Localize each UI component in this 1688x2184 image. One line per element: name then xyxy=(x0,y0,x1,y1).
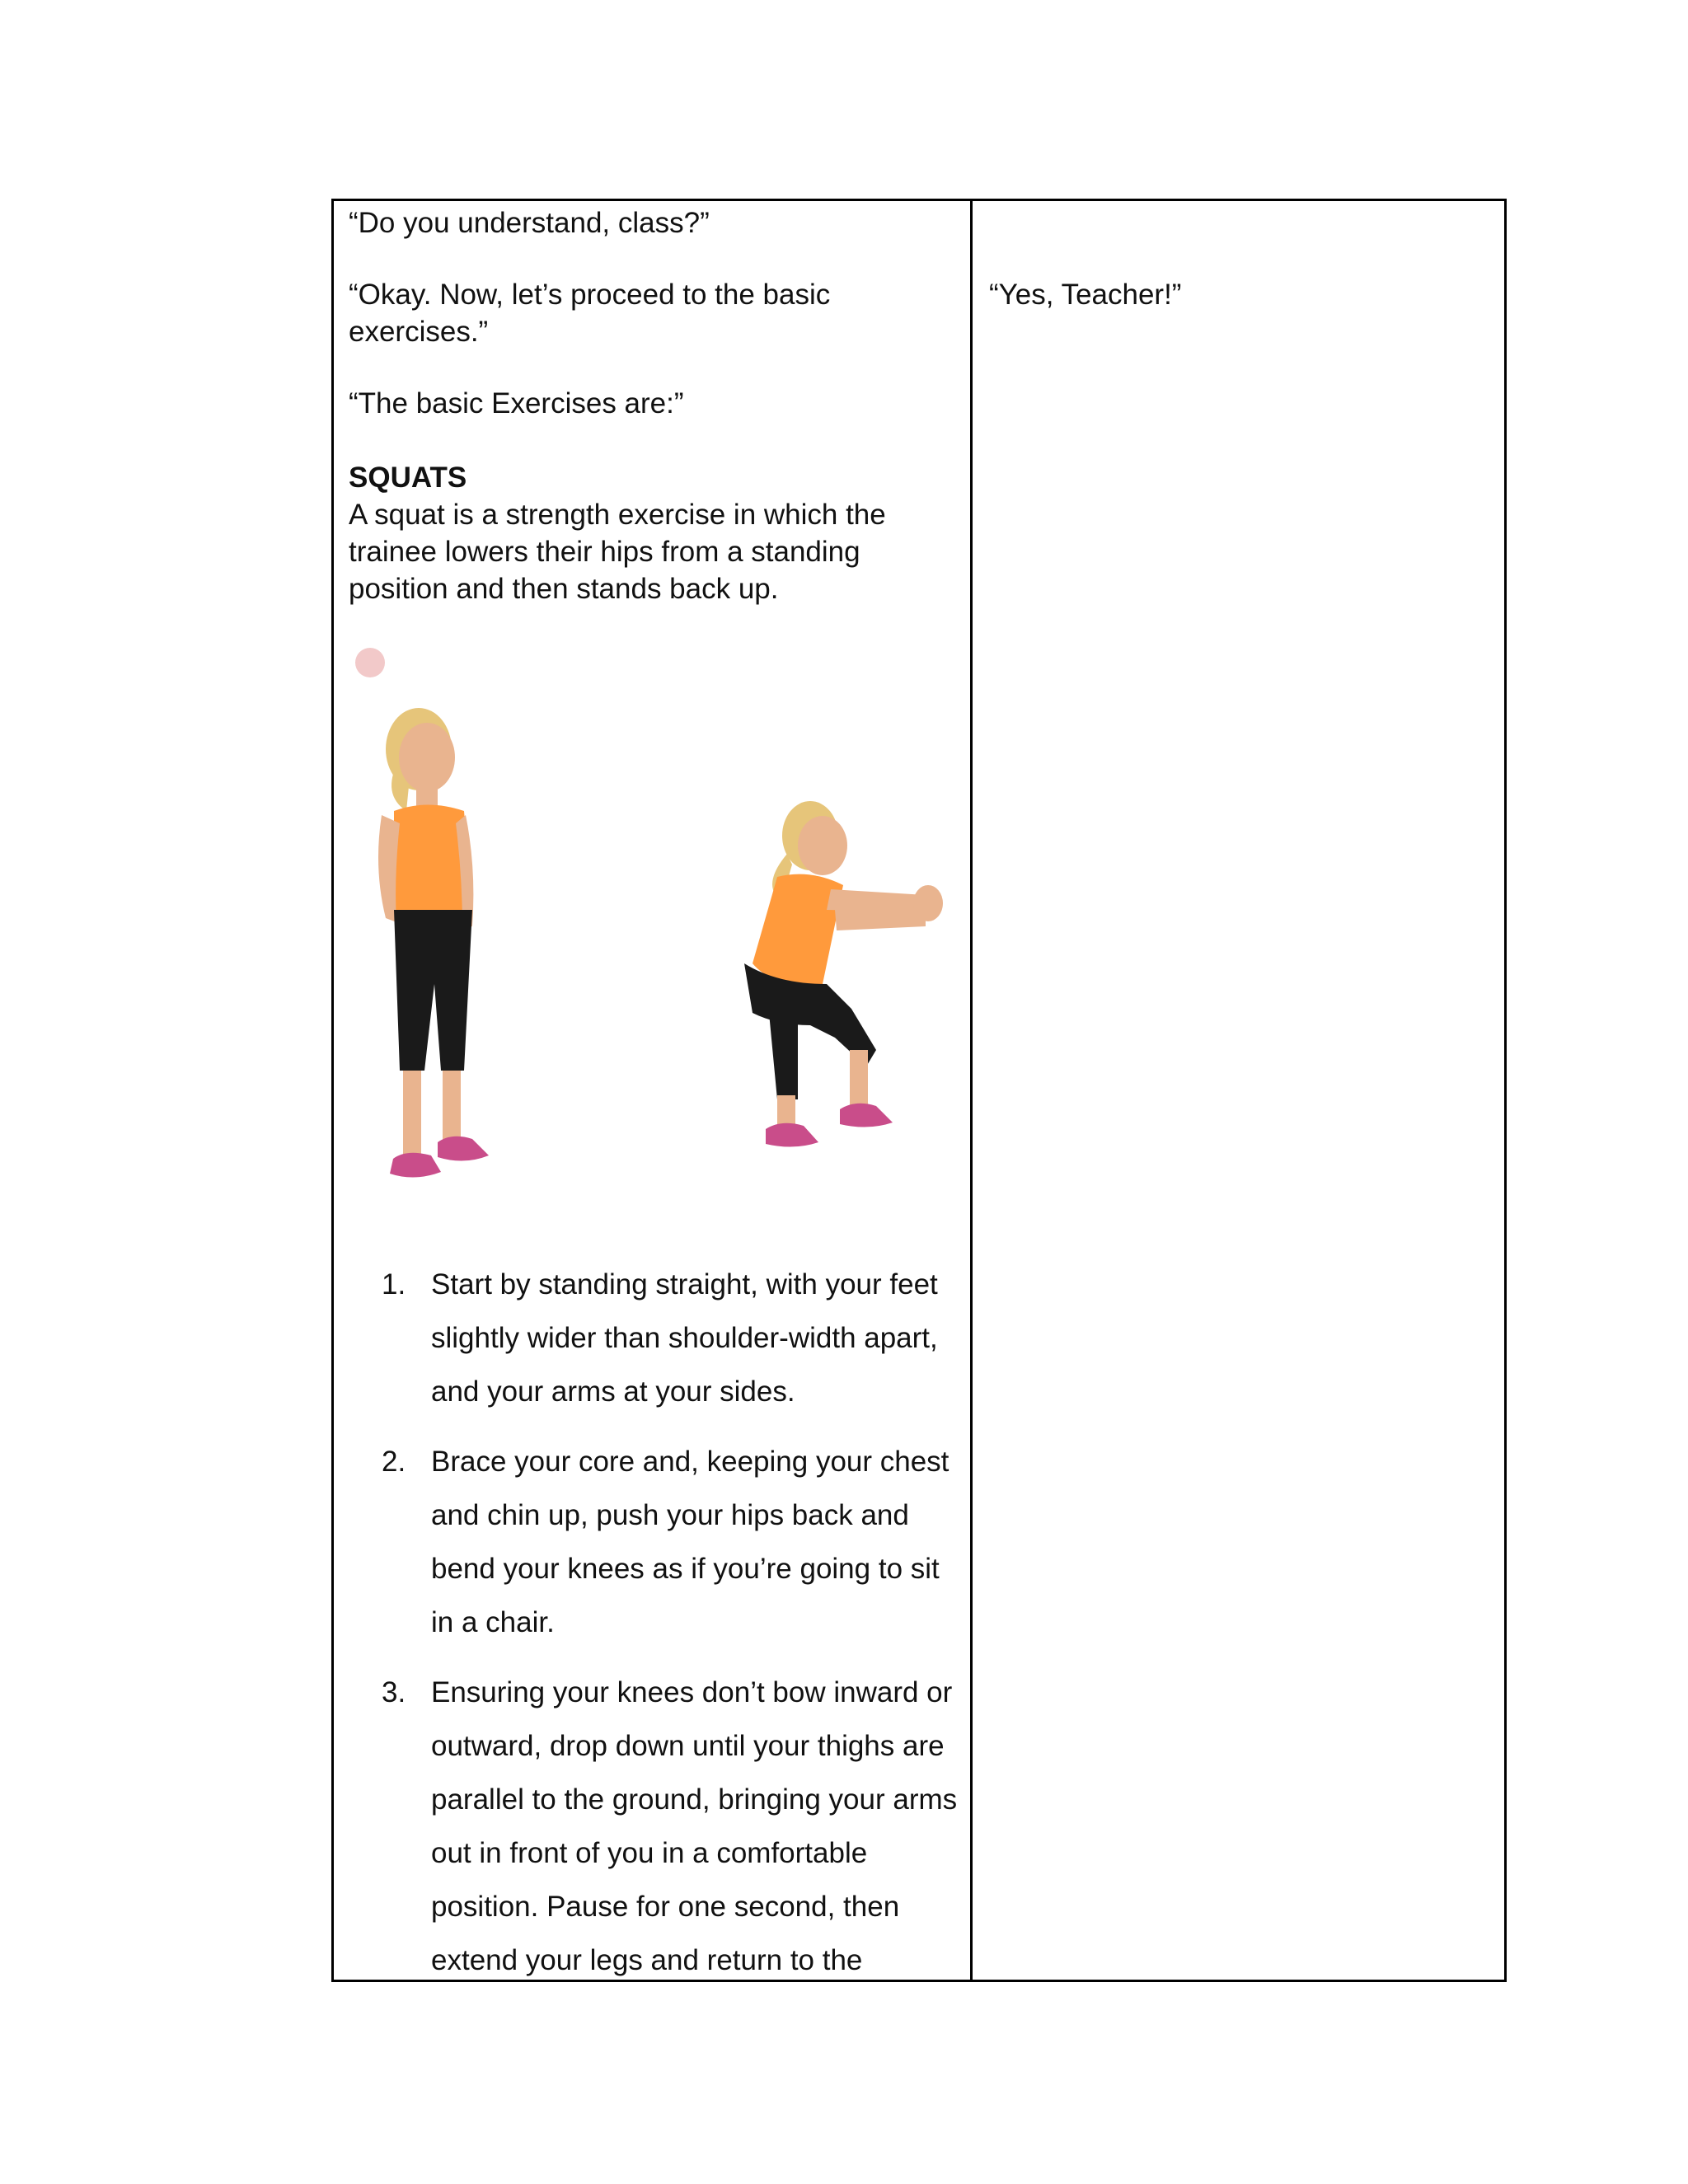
step-text: Start by standing straight, with your feet slightly wider than shoulder-width apart, and your arms at your sides. xyxy=(431,1268,938,1408)
student-reply: “Yes, Teacher!” xyxy=(989,279,1182,311)
standing-figure xyxy=(378,708,489,1178)
teacher-line-understand: “Do you understand, class?” xyxy=(349,207,710,239)
watermark-icon xyxy=(355,648,385,677)
lesson-table xyxy=(331,199,1507,1982)
step-text: Ensuring your knees don’t bow inward or outward, drop down until your thighs are parallel to the ground, bringing your arms out in front of you in a comfortable position. Pause for one second, then extend your legs and return to the xyxy=(431,1676,958,1976)
teacher-line-exercises: “The basic Exercises are:” xyxy=(349,387,684,419)
teacher-column xyxy=(334,201,973,1980)
squats-description: A squat is a strength exercise in which the trainee lowers their hips from a standing position and then stands back up. xyxy=(349,499,886,605)
step-text: Brace your core and, keeping your chest and chin up, push your hips back and bend your knees as if you’re going to sit in a chair. xyxy=(431,1446,950,1638)
squatting-figure xyxy=(744,801,943,1147)
list-item xyxy=(382,1258,967,1418)
list-item xyxy=(382,1435,967,1649)
student-column xyxy=(973,201,1504,1980)
step-number: 1. xyxy=(382,1268,406,1301)
squats-heading: SQUATS xyxy=(349,462,467,494)
list-item xyxy=(382,1666,967,1980)
teacher-line-proceed: “Okay. Now, let’s proceed to the basic exercises.” xyxy=(349,279,831,348)
squat-steps xyxy=(382,1258,967,1980)
step-number: 2. xyxy=(382,1446,406,1478)
step-number: 3. xyxy=(382,1676,406,1708)
